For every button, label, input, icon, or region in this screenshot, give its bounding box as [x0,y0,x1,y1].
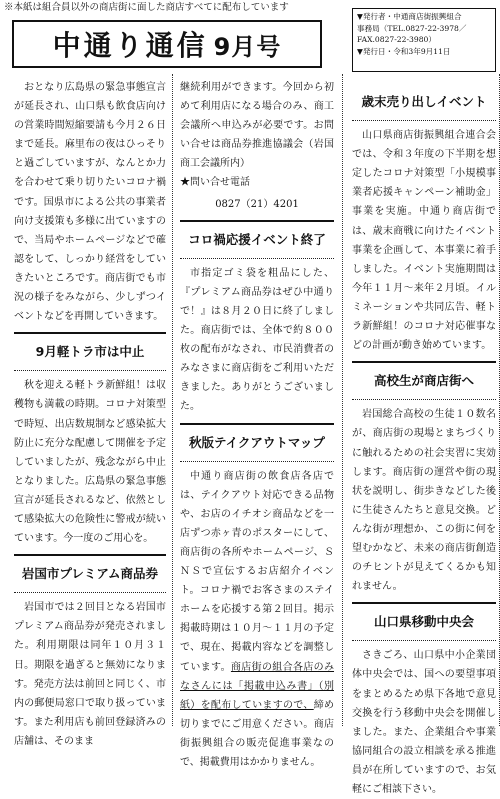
headline-year-end-sale: 歳末売り出しイベント [352,84,496,121]
column-2 [180,78,335,768]
headline-truck-market: 9月軽トラ市は中止 [14,332,166,371]
headline-high-school: 高校生が商店街へ [352,361,496,400]
headline-premium-voucher: 岩国市プレミアム商品券 [14,554,166,593]
publisher-fax: FAX.0827-22-3980） [357,35,436,44]
headline-corona-event: コロ禍応援イベント終了 [180,220,334,259]
newsletter-title: 中通り通信 [52,29,208,62]
column-divider [172,74,173,726]
takeout-map-text: 中通り商店街の飲食店各店では、テイクアウト対応できる品物や、お店のイチオシ商品などを一店ずつ赤ヶ青のポスターにして、商店街の各所やホームページ、ＳＮＳで宣伝するお店紹介イベント。コロナ禍でお客さまのステイホームを応援する第２回目。掲示掲載時期は１０月～１１月の予定で、現在、掲載内容などを調整しています。 [180,470,334,673]
takeout-map-article [180,467,334,773]
corona-event-article: 市指定ゴミ袋を粗品にした、『プレミアム商品券はぜひ中通りで！』は８月２０日に終了しました。商店街では、全体で約８００枚の配布がなされ、市民消費者のみなさまに商店街をご利用いただきました。ありがとうございました。 [180,267,334,413]
publisher-office: 事務局（TEL.0827-22-3978／ [357,23,467,33]
high-school-article: 岩国総合高校の生徒１０数名が、商店街の現場とまちづくりに触れるための社会実習に実効します。商店街の運営や街の現状を説明し、街歩きなどした後に生徒さんたちと意見交換。どんな街が理想か、この街に何を望むかなど、未来の商店街創造のチヒントが見えてくるかも知れません。 [352,409,496,593]
takeout-map-closing: 締め切りまでにご用意ください。商店街振興組合の販売促進事業なので、掲載費用はかかりません。 [180,699,335,768]
headline-takeout-map: 秋版テイクアウトマップ [180,423,334,462]
premium-voucher-article: 岩国市では２回目となる岩国市プレミアム商品券が発売されました。利用期限は同年１０月３１日。期限を過ぎると無効になります。発売方法は前回と同じく、市内の郵便局窓口で取り扱っています。また利用店も前回登録済みの店舗は、そのまま [14,602,166,747]
issue-month: 9月号 [213,32,282,61]
truck-market-article: 秋を迎える軽トラ新鮮組！は収穫物も満載の時期。コロナ対策型で時短、出店数規制など感染拡大防止に充分な配慮して開催を予定していましたが、残念ながら中止となりました。広島県の緊急事態宣言が延長されるなど、依然として感染拡大の危険性に警戒が続いています。今一度のご用心を。 [14,380,166,545]
newsletter-masthead [12,20,322,68]
central-association-article: さきごろ、山口県中小企業団体中央会では、国への要望事項をまとめるため県下各地で意見交換を行う移動中央会を開催しました。また、企業組合や事業協同組合の設立相談を承る推進員が在所していますので、お気軽にご相談下さい。 [352,650,496,795]
voucher-continued: 継続利用ができます。今回から初めて利用店になる場合のみ、商工会議所へ申込みが必要です。お問い合せは商品券推進協議会（岩国商工会議所内） [180,82,334,170]
publisher-box [352,8,496,72]
year-end-sale-article: 山口県商店街振興組合連合会では、令和３年度の下半期を想定したコロナ対策型「小規模事業者応援キャンペーン補助金」事業を実施。中通り商店街では、歳末商戦に向けたイベント事業を企画して、本事業に着手しました。イベント実施期間は今年１１月～来年２月頃。イルミネーションや共同広告、軽トラ新鮮組！のコロナ対応催事などの計画が動き始めています。 [352,130,496,352]
publisher-name: ▼発行者・中通商店街振興組合 [357,12,462,21]
publish-date: ▼発行日・令和3年9月11日 [357,46,451,56]
column-3 [352,78,496,795]
distribution-note: ※本紙は組合員以外の商店街に面した商店すべてに配布しています [4,2,289,13]
takeout-map-underlined: 商店街の組合各店のみなさんには「掲載申込み書」（別紙）を配布していますので、 [180,661,335,711]
contact-label: ★問い合せ電話 [180,177,250,189]
column-divider [342,74,343,726]
intro-paragraph: おとなり広島県の緊急事態宣言が延長され、山口県も飲食店向けの営業時間短縮要請も今月２６日まで延長。麻里布の夜はひっそりと過ごしていますが、なんとか力を合わせて乗り切りたいコロナ禍です。国県市による公共の事業者向け支援策も多様に出ていますので、当局やホームページなどで確認をして、しっかり経営をしていきたいところです。商店街でも市況の様子をみながら、少しずつイベントなどを再開していきます。 [14,82,166,323]
headline-central-association: 山口県移動中央会 [352,602,496,641]
column-1 [14,78,166,747]
contact-phone: 0827（21）4201 [215,198,299,210]
